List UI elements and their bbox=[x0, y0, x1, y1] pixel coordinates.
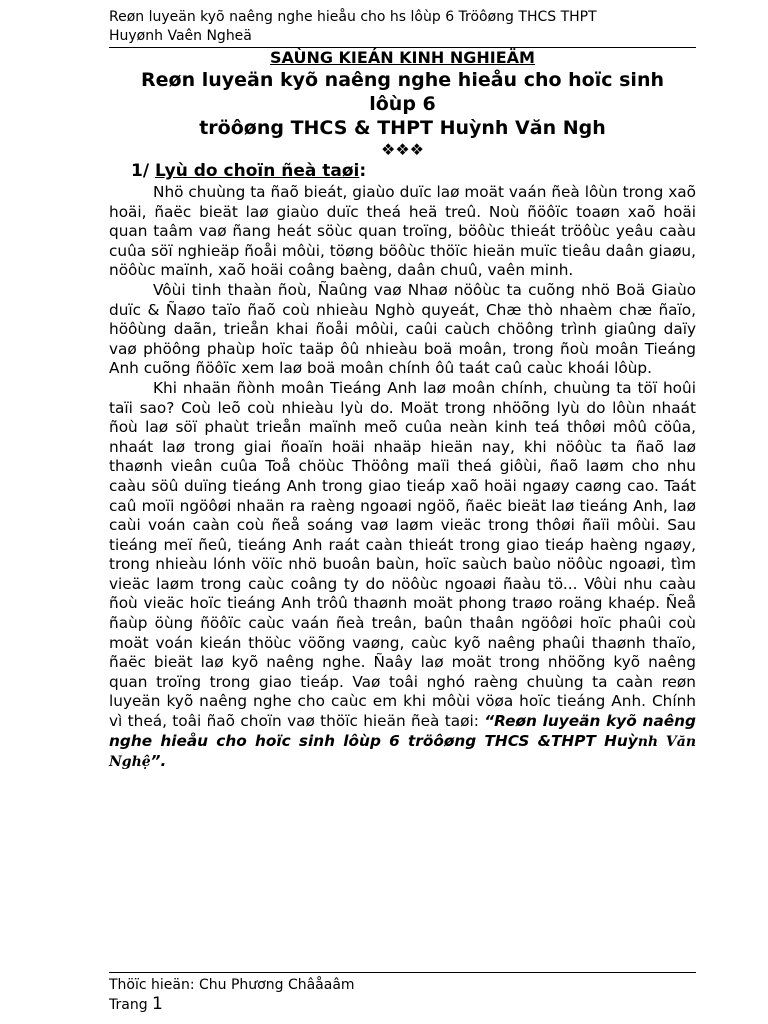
document-label: SAÙNG KIEÁN KINH NGHIEÄM bbox=[270, 48, 535, 67]
ornament-divider: ❖❖❖ bbox=[380, 140, 425, 159]
header-line-1: Reøn luyeän kyõ naêng nghe hieåu cho hs lôùp 6 Tröôøng THCS THPT bbox=[109, 9, 597, 25]
document-title-line-1: Reøn luyeän kyõ naêng nghe hieåu cho hoïc sinh bbox=[141, 69, 664, 91]
paragraph-1: Nhö chuùng ta ñaõ bieát, giaùo duïc laø moät vaán ñeà lôùn trong xaõ hoäi, ñaëc bieät laø giaùo duïc theá heä treû. Noù ñöôïc toaøn xaõ hoäi quan taâm vaø ñang heát söùc quan troïng, böôùc thieát tröôùc yeâu caàu cuûa söï nghieäp ñoåi môùi, töøng böôùc thöïc hieän muïc tieâu daân giaøu, nöôùc maïnh, xaõ hoäi coâng baèng, daân chuû, vaên minh. bbox=[109, 183, 696, 280]
paragraph-3-text: Khi nhaän ñònh moân Tieáng Anh laø moân chính, chuùng ta töï hoûi taïi sao? Coù leõ coù nhieàu lyù do. Moät trong nhöõng lyù do lôùn nhaát ñoù laø söï phaùt trieån maïnh meõ cuûa neàn kinh teá thôøi môû cöûa, nhaát laø trong giai ñoaïn hoäi nhaäp hieän nay, khi nöôùc ta ñaõ laø thaønh vieân cuûa Toå chöùc Thöông maïi theá giôùi, ñaõ laøm cho nhu caàu söû duïng tieáng Anh trong giao tieáp xaõ hoäi ngaøy caøng cao. Taát caû moïi ngöôøi nhaän ra raèng ngoaøi ngöõ, ñaëc bieät laø tieáng Anh, laø caùi voán caàn coù ñeå soáng vaø laøm vieäc trong thôøi ñaïi môùi. Sau tieáng meï ñeû, tieáng Anh raát caàn thieát trong giao tieáp haèng ngaøy, trong nhieàu lónh vöïc nhö buoân baùn, hoïc saùch baùo nöôùc ngoaøi, tìm vieäc laøm trong caùc coâng ty do nöôùc ngoaøi ñaàu tö... Vôùi nhu caàu ñoù vieäc hoïc tieáng Anh trôû thaønh moät phong traøo roäng khaép. Ñeå ñaùp öùng ñöôïc caùc vaán ñeà treân, baûn thaân ngöôøi hoïc phaûi coù moät voán kieán thöùc vöõng vaøng, caùc kyõ naêng phaûi thaønh thaïo, ñaëc bieät laø kyõ naêng nghe. Ñaây laø moät trong nhöõng kyõ naêng quan troïng trong giao tieáp. Vaø toâi nghó raèng chuùng ta caàn reøn luyeän kyõ naêng nghe cho caùc em khi môùi vöøa hoïc tieáng Anh. Chính vì theá, toâi ñaõ choïn vaø thöïc hieän ñeà taøi: bbox=[109, 378, 696, 731]
page-header bbox=[109, 8, 696, 48]
section-colon: : bbox=[359, 161, 367, 181]
document-body bbox=[109, 183, 696, 773]
paragraph-2: Vôùi tinh thaàn ñoù, Ñaûng vaø Nhaø nöôùc ta cuõng nhö Boä Giaùo duïc & Ñaøo taïo ñaõ coù nhieàu Nghò quyeát, Chæ thò nhaèm chæ ñaïo, höôùng daãn, trieån khai ñoåi môùi, caûi caùch chöông trình giaûng daïy vaø phöông phaùp hoïc taäp ôû nhieàu boä moân, trong ñoù moân Tieáng Anh cuõng ñöôïc xem laø boä moân chính ôû taát caû caùc khoái lôùp. bbox=[109, 280, 696, 378]
section-number: 1/ bbox=[131, 161, 155, 181]
page-footer bbox=[109, 972, 696, 1015]
topic-title-emphasis: “Reøn luyeän kyõ naêng nghe hieåu cho hoïc sinh lôùp 6 tröôøng THCS &THPT Huỳ bbox=[109, 712, 696, 750]
document-title-line-3: tröôøng THCS & THPT Huỳnh Văn Ngh bbox=[199, 117, 606, 139]
document-title-line-2: lôùp 6 bbox=[369, 93, 436, 115]
section-title: Lyù do choïn ñeà taøi bbox=[154, 161, 360, 181]
footer-page bbox=[109, 995, 696, 1015]
topic-title-emphasis-end: ”. bbox=[150, 752, 167, 771]
page-number: 1 bbox=[152, 994, 163, 1014]
topic-title-emphasis-tail: nh Văn Nghệ bbox=[109, 733, 697, 771]
section-heading bbox=[131, 160, 366, 182]
footer-author: Thöïc hieän: Chu Phương Châåaâm bbox=[109, 977, 355, 993]
header-line-2: Huyønh Vaên Ngheä bbox=[109, 28, 252, 44]
title-block bbox=[109, 48, 696, 160]
paragraph-3 bbox=[109, 379, 696, 773]
page-label: Trang bbox=[109, 997, 153, 1013]
